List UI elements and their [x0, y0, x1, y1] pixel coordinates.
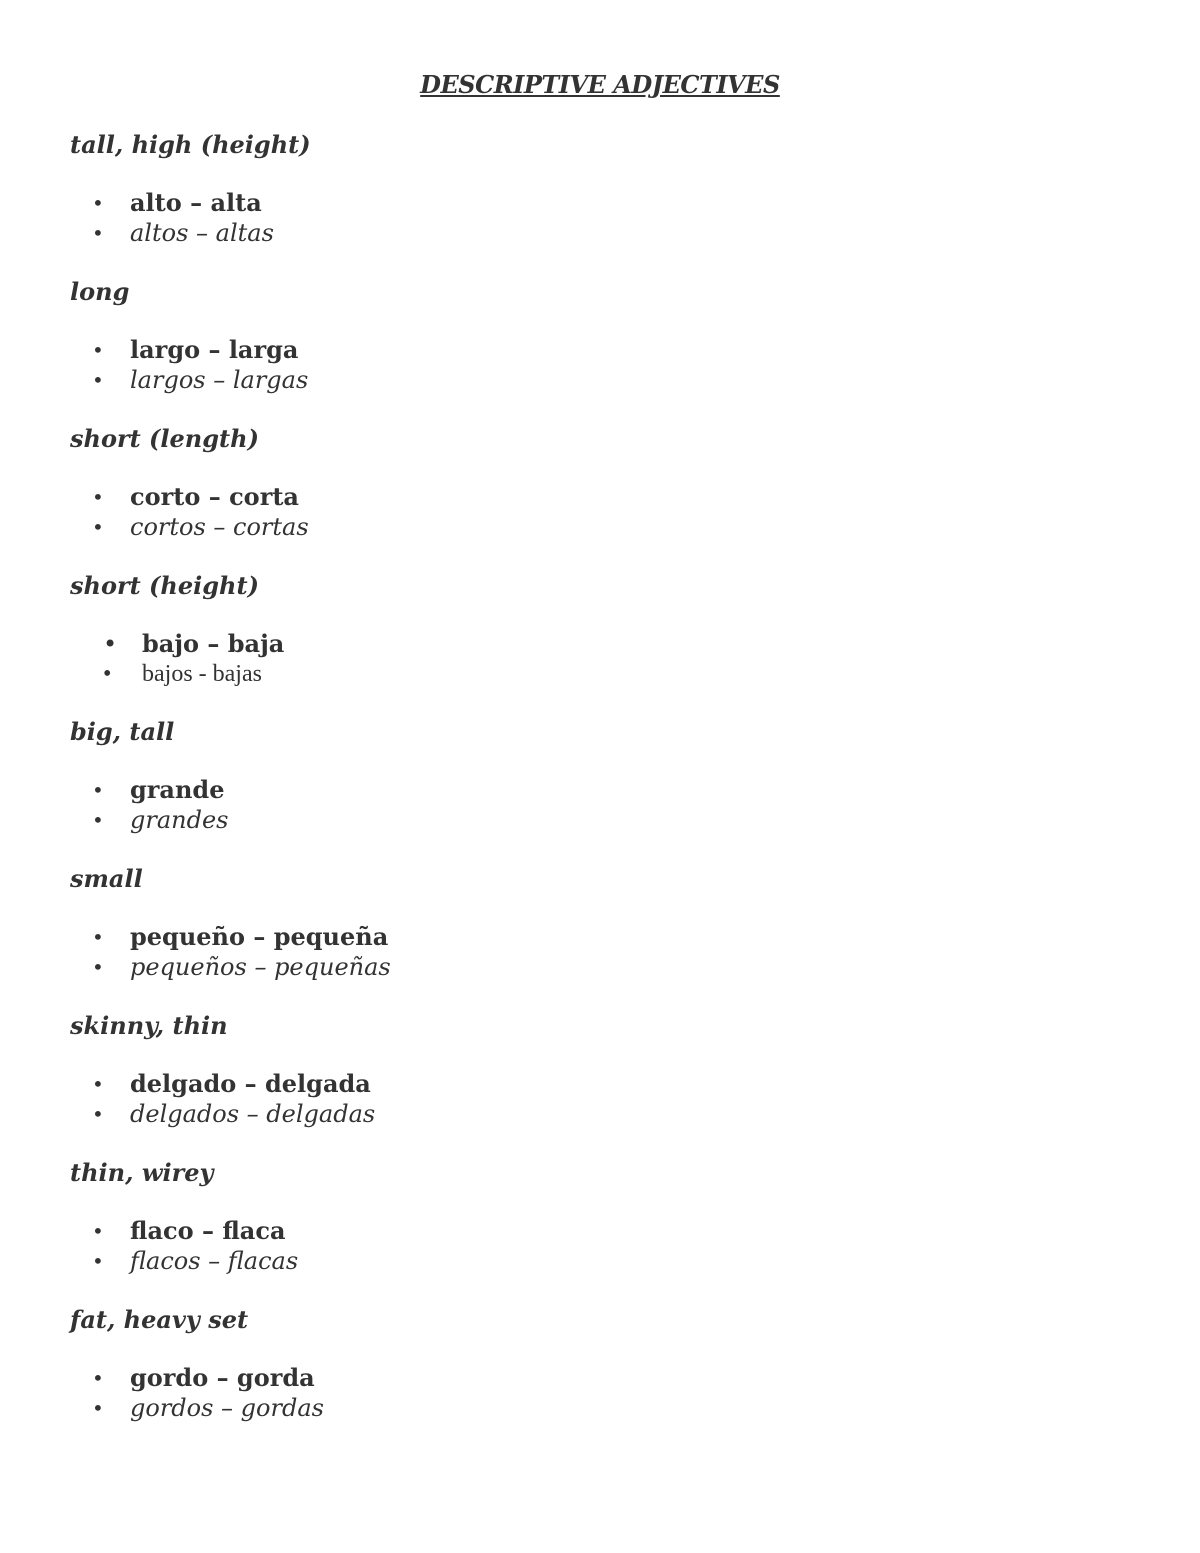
- section-skinny-thin: [70, 1011, 375, 1129]
- plural-form-text: largos – largas: [130, 366, 309, 394]
- word-forms-list: [70, 482, 309, 542]
- section-heading: long: [70, 277, 130, 306]
- bullet-icon: •: [92, 955, 104, 979]
- section-short-height: [70, 571, 284, 689]
- singular-form: [70, 188, 311, 218]
- plural-form: [70, 1393, 324, 1423]
- section-thin-wirey: [70, 1158, 298, 1276]
- section-tall-high: [70, 130, 311, 248]
- section-big-tall: [70, 717, 228, 835]
- plural-form: [70, 218, 311, 248]
- page-title: DESCRIPTIVE ADJECTIVES: [420, 70, 780, 99]
- section-heading: big, tall: [70, 717, 175, 746]
- bullet-icon: •: [92, 808, 104, 832]
- section-heading: short (length): [70, 424, 259, 453]
- bullet-icon: •: [92, 1102, 104, 1126]
- word-forms-list: [70, 1216, 298, 1276]
- section-heading: tall, high (height): [70, 130, 311, 159]
- bullet-icon: •: [92, 1366, 104, 1390]
- singular-form-text: pequeño – pequeña: [130, 922, 389, 951]
- plural-form: [70, 659, 284, 689]
- bullet-icon: •: [103, 630, 118, 658]
- singular-form-text: corto – corta: [130, 482, 299, 511]
- word-forms-list: [70, 775, 228, 835]
- plural-form: [70, 365, 308, 395]
- singular-form: [70, 335, 308, 365]
- singular-form: [70, 1216, 298, 1246]
- singular-form-text: grande: [130, 775, 225, 804]
- plural-form-text: flacos – flacas: [130, 1247, 299, 1275]
- singular-form: [70, 1363, 324, 1393]
- bullet-icon: •: [92, 515, 104, 539]
- singular-form: [70, 1069, 375, 1099]
- singular-form-text: largo – larga: [130, 335, 299, 364]
- word-forms-list: [70, 1363, 324, 1423]
- plural-form-text: pequeños – pequeñas: [130, 953, 391, 981]
- bullet-icon: •: [92, 368, 104, 392]
- singular-form: [70, 629, 284, 659]
- singular-form: [70, 775, 228, 805]
- bullet-icon: •: [92, 191, 104, 215]
- section-heading: short (height): [70, 571, 259, 600]
- section-long: [70, 277, 308, 395]
- plural-form: [70, 952, 391, 982]
- plural-form: [70, 805, 228, 835]
- section-heading: small: [70, 864, 143, 893]
- plural-form-text: cortos – cortas: [130, 513, 309, 541]
- bullet-icon: •: [92, 485, 104, 509]
- bullet-icon: •: [92, 1219, 104, 1243]
- word-forms-list: [70, 922, 391, 982]
- plural-form: [70, 512, 309, 542]
- word-forms-list: [70, 335, 308, 395]
- section-short-length: [70, 424, 309, 542]
- singular-form-text: delgado – delgada: [130, 1069, 371, 1098]
- plural-form-text: gordos – gordas: [130, 1394, 324, 1422]
- section-heading: thin, wirey: [70, 1158, 214, 1187]
- plural-form-text: bajos - bajas: [142, 661, 262, 687]
- word-forms-list: [70, 188, 311, 248]
- section-fat-heavy-set: [70, 1305, 324, 1423]
- bullet-icon: •: [92, 925, 104, 949]
- singular-form-text: bajo – baja: [142, 629, 285, 658]
- bullet-icon: •: [92, 1249, 104, 1273]
- bullet-icon: •: [92, 221, 104, 245]
- section-heading: fat, heavy set: [70, 1305, 249, 1334]
- singular-form-text: gordo – gorda: [130, 1363, 315, 1392]
- word-forms-list: [70, 1069, 375, 1129]
- singular-form: [70, 482, 309, 512]
- bullet-icon: •: [92, 1396, 104, 1420]
- section-heading: skinny, thin: [70, 1011, 228, 1040]
- plural-form-text: altos – altas: [130, 219, 274, 247]
- plural-form: [70, 1246, 298, 1276]
- bullet-icon: •: [103, 661, 112, 687]
- bullet-icon: •: [92, 1072, 104, 1096]
- singular-form: [70, 922, 391, 952]
- plural-form-text: grandes: [130, 806, 229, 834]
- singular-form-text: alto – alta: [130, 188, 262, 217]
- bullet-icon: •: [92, 338, 104, 362]
- plural-form-text: delgados – delgadas: [130, 1100, 376, 1128]
- section-small: [70, 864, 391, 982]
- word-forms-list: [70, 629, 284, 689]
- singular-form-text: flaco – flaca: [130, 1216, 286, 1245]
- bullet-icon: •: [92, 778, 104, 802]
- plural-form: [70, 1099, 375, 1129]
